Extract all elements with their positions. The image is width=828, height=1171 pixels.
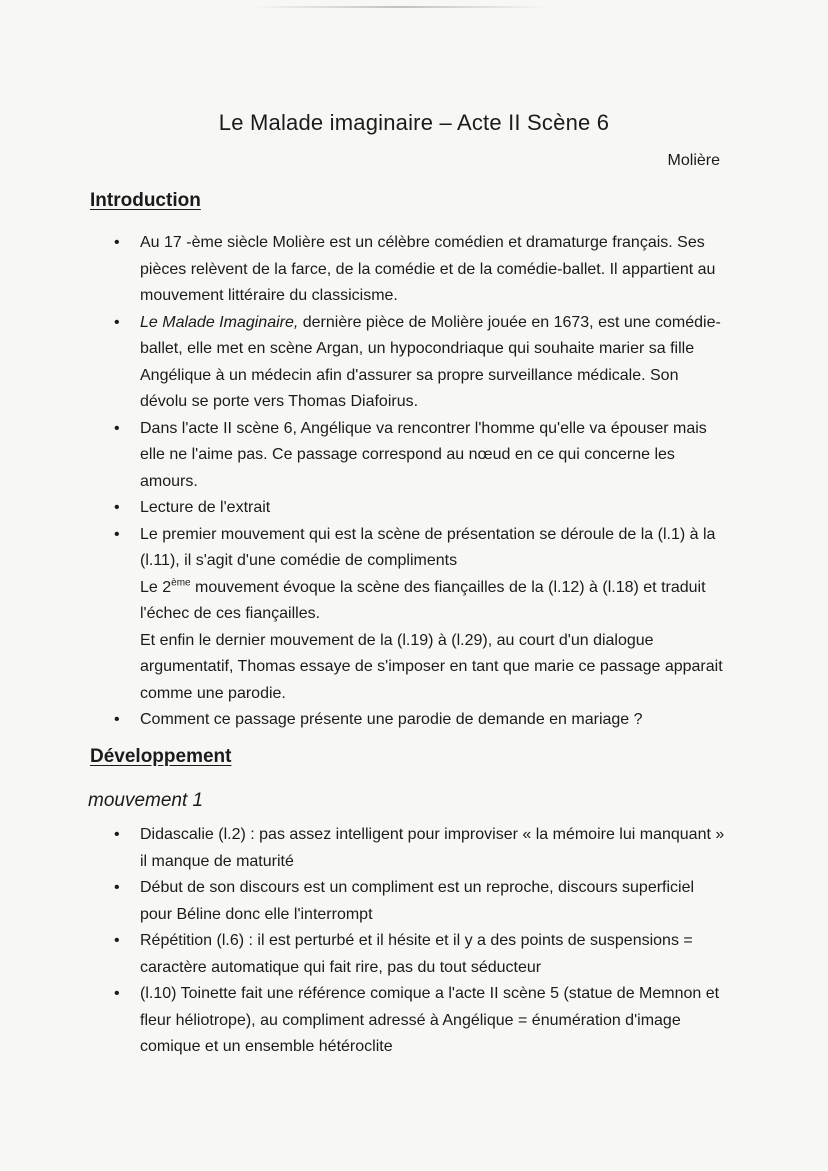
list-item: • Le Malade Imaginaire, dernière pièce de Molière jouée en 1673, est une comédie-ballet, elle met en scène Argan, un hypocondriaque qui souhaite marier sa fille Angélique à un médecin afin d'assurer sa propre surveillance médicale. Son dévolu se porte vers Thomas Diafoirus.: [110, 310, 730, 416]
developpement-list: [110, 822, 730, 1061]
list-item: [110, 522, 730, 708]
list-item: • Didascalie (l.2) : pas assez intelligent pour improviser « la mémoire lui manquant » il manque de maturité: [110, 822, 730, 875]
list-item: • (l.10) Toinette fait une référence comique a l'acte II scène 5 (statue de Memnon et fleur héliotrope), au compliment adressé à Angélique = énumération d'image comique et un ensemble hétéroclite: [110, 981, 730, 1061]
scan-artifact: [250, 6, 550, 8]
introduction-list: [110, 230, 730, 734]
author-name: Molière: [667, 152, 720, 169]
movement-subheading: mouvement 1: [88, 790, 204, 811]
list-item: • Lecture de l'extrait: [110, 495, 730, 522]
introduction-heading: Introduction: [90, 190, 201, 211]
movement-paragraph-2: Le 2ème mouvement évoque la scène des fiançailles de la (l.12) à (l.18) et traduit l'échec de ces fiançailles.: [140, 577, 706, 622]
list-item: • Début de son discours est un compliment est un reproche, discours superficiel pour Béline donc elle l'interrompt: [110, 875, 730, 928]
movement-paragraph-1: • Le premier mouvement qui est la scène de présentation se déroule de la (l.1) à la (l.11), il s'agit d'une comédie de compliments: [140, 525, 716, 569]
list-item: • Répétition (l.6) : il est perturbé et il hésite et il y a des points de suspensions = caractère automatique qui fait rire, pas du tout séducteur: [110, 928, 730, 981]
document-title: Le Malade imaginaire – Acte II Scène 6: [218, 110, 610, 135]
movement-paragraph-3: Et enfin le dernier mouvement de la (l.19) à (l.29), au court d'un dialogue argumentatif, Thomas essaye de s'imposer en tant que marie ce passage apparait comme une parodie.: [140, 631, 723, 702]
list-item: • Au 17 -ème siècle Molière est un célèbre comédien et dramaturge français. Ses pièces relèvent de la farce, de la comédie et de la comédie-ballet. Il appartient au mouvement littéraire du classicisme.: [110, 230, 730, 310]
list-item: • Dans l'acte II scène 6, Angélique va rencontrer l'homme qu'elle va épouser mais elle ne l'aime pas. Ce passage correspond au nœud en ce qui concerne les amours.: [110, 416, 730, 496]
list-item: • Comment ce passage présente une parodie de demande en mariage ?: [110, 707, 730, 734]
play-title: Le Malade Imaginaire,: [140, 313, 299, 331]
developpement-heading: Développement: [90, 746, 232, 767]
